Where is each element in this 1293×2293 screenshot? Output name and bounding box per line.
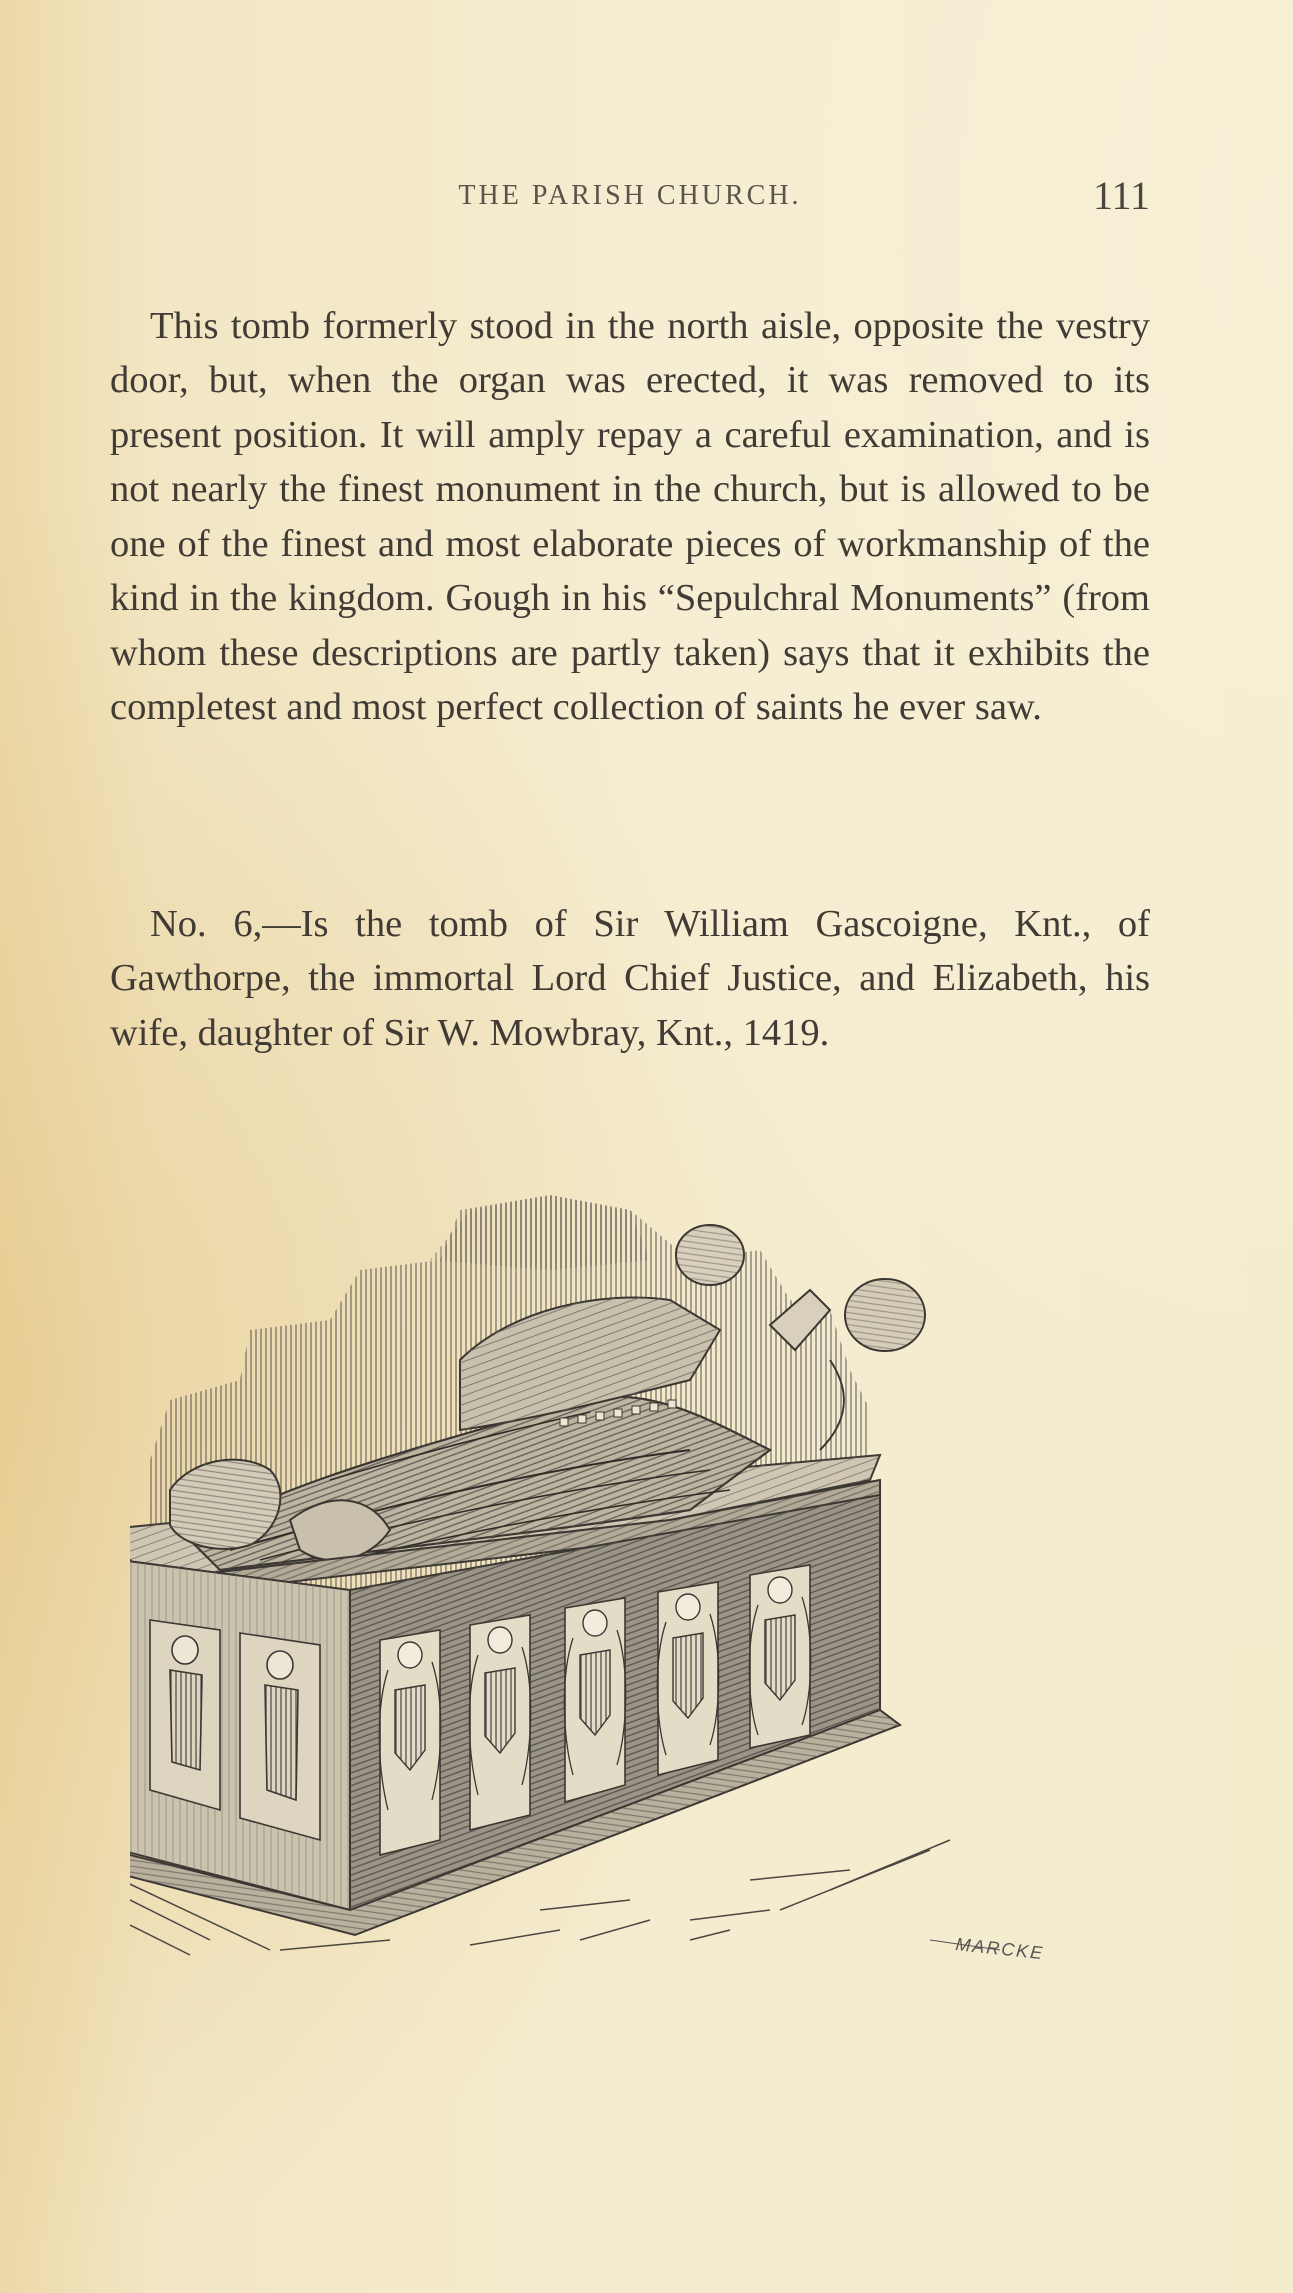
paragraph-tomb-description: This tomb formerly stood in the north aisle, opposite the vestry door, but, when the organ was erected, it was removed to its present position. It will amply repay a careful examination, and is not nearly the finest monument in the church, but is allowed to be one of the finest and most elaborate pieces of workmanship of the kind in the kingdom. Gough in his “Sepulchral Monuments” (from whom these descriptions are partly taken) says that it exhibits the completest and most perfect collection of saints he ever saw. <box>110 304 1150 728</box>
paragraph-gascoigne-tomb: No. 6,—Is the tomb of Sir William Gascoigne, Knt., of Gawthorpe, the immortal Lord Chief Justice, and Elizabeth, his wife, daughter of Sir W. Mowbray, Knt., 1419. <box>110 902 1150 1054</box>
running-title: THE PARISH CHURCH. <box>458 180 802 211</box>
tomb-engraving <box>130 1150 1120 1990</box>
engraver-signature: MARCKE <box>954 1934 1046 1964</box>
running-head <box>110 172 1150 222</box>
page-number: 111 <box>1092 173 1150 218</box>
